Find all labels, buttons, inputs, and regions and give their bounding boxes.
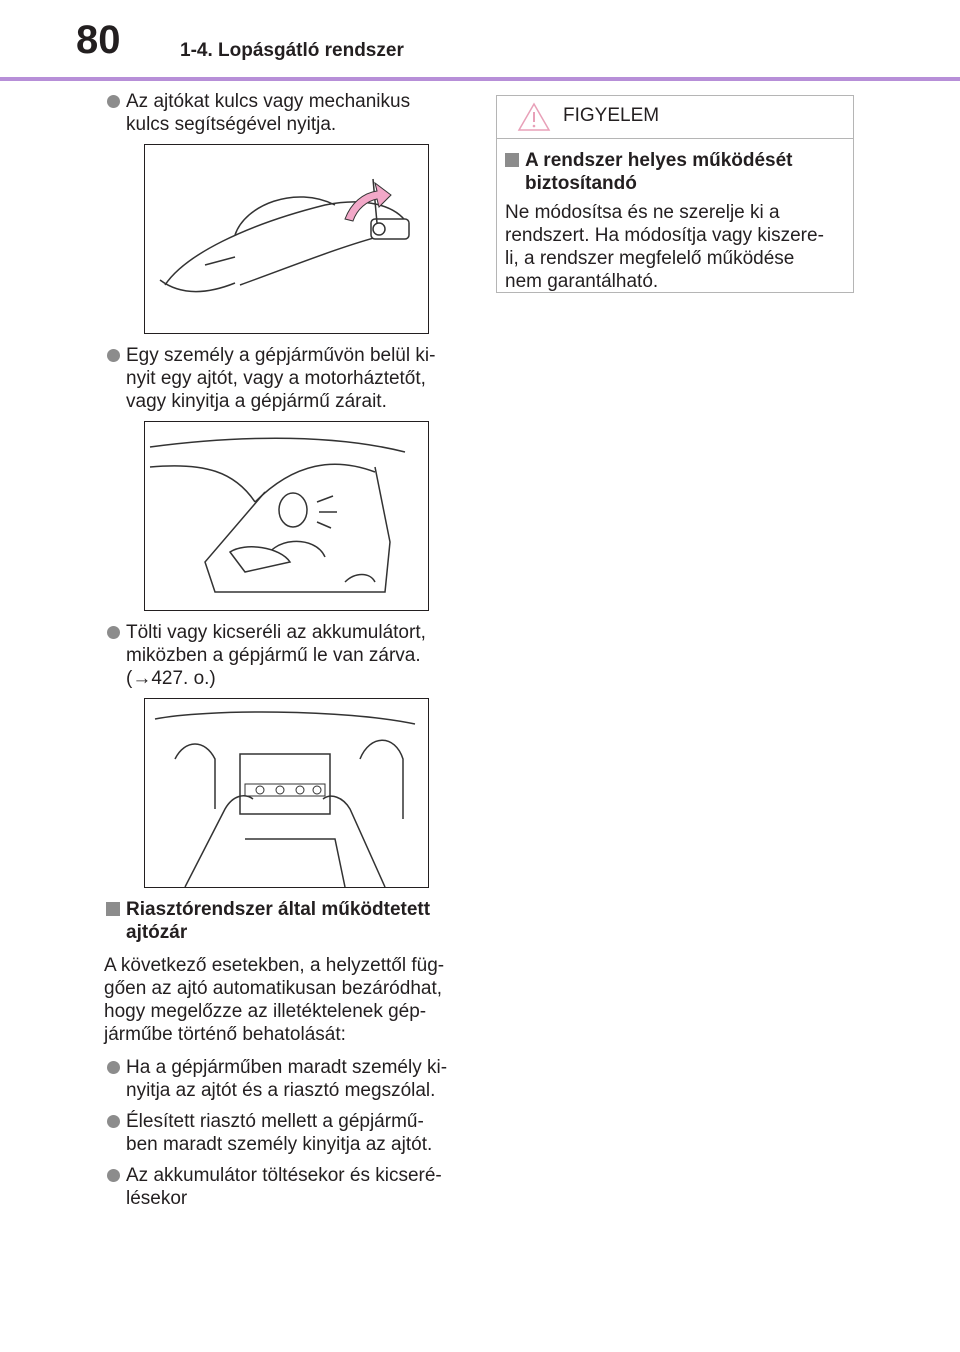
warning-subheading-line: biztosítandó bbox=[525, 173, 637, 194]
battery-replacement-illustration bbox=[144, 698, 429, 888]
warning-text-line: rendszert. Ha módosítja vagy kiszere- bbox=[505, 225, 824, 246]
bullet-dot-icon bbox=[107, 1115, 120, 1128]
bullet-battery bbox=[104, 621, 470, 690]
chapter-title: 1-4. Lopásgátló rendszer bbox=[180, 40, 404, 61]
bullet-dot-icon bbox=[107, 349, 120, 362]
bullet-line: lésekor bbox=[126, 1188, 188, 1209]
warning-header bbox=[497, 96, 853, 139]
section-paragraph bbox=[104, 954, 470, 1046]
warning-subheading bbox=[505, 149, 845, 195]
bullet-dot-icon bbox=[107, 1061, 120, 1074]
bullet-line: vagy kinyitja a gépjármű zárait. bbox=[126, 391, 387, 412]
section-square-icon bbox=[106, 902, 120, 916]
bullet-line: Ha a gépjárműben maradt személy ki- bbox=[126, 1057, 448, 1078]
bullet-line: ben maradt személy kinyitja az ajtót. bbox=[126, 1134, 433, 1155]
warning-body bbox=[497, 139, 853, 293]
page-number: 80 bbox=[76, 18, 121, 62]
door-handle-drawing bbox=[145, 145, 428, 333]
warning-box bbox=[496, 95, 854, 293]
page-header bbox=[0, 0, 960, 80]
battery-replacement-drawing bbox=[145, 699, 428, 887]
paragraph-line: hogy megelőzze az illetéktelenek gép- bbox=[104, 1001, 427, 1022]
section-heading bbox=[104, 898, 470, 944]
person-in-car-drawing bbox=[145, 422, 428, 610]
bullet-person-inside bbox=[104, 344, 470, 413]
door-handle-illustration bbox=[144, 144, 429, 334]
person-in-car-illustration bbox=[144, 421, 429, 611]
bullet-dot-icon bbox=[107, 1169, 120, 1182]
warning-text bbox=[505, 201, 845, 293]
bullet-line: Tölti vagy kicseréli az akkumulátort, bbox=[126, 622, 426, 643]
bullet-key-unlock bbox=[104, 90, 470, 136]
warning-text-line: Ne módosítsa és ne szerelje ki a bbox=[505, 202, 780, 223]
bullet-alarm-sounds bbox=[104, 1056, 470, 1102]
bullet-line: nyitja az ajtót és a riasztó megszólal. bbox=[126, 1080, 436, 1101]
bullet-battery-charging bbox=[104, 1164, 470, 1210]
section-square-icon bbox=[505, 153, 519, 167]
warning-title: FIGYELEM bbox=[563, 105, 660, 126]
bullet-line: Élesített riasztó mellett a gépjármű- bbox=[126, 1111, 424, 1132]
bullet-line: Az ajtókat kulcs vagy mechanikus bbox=[126, 91, 411, 112]
bullet-dot-icon bbox=[107, 95, 120, 108]
warning-subheading-line: A rendszer helyes működését bbox=[525, 150, 793, 171]
section-heading-line: ajtózár bbox=[126, 922, 188, 943]
bullet-line: Egy személy a gépjárművön belül ki- bbox=[126, 345, 436, 366]
bullet-armed-alarm bbox=[104, 1110, 470, 1156]
header-rule bbox=[0, 77, 960, 81]
bullet-line: miközben a gépjármű le van zárva. bbox=[126, 645, 421, 666]
paragraph-line: gően az ajtó automatikusan bezáródhat, bbox=[104, 978, 443, 999]
page-reference-link[interactable]: (→427. o.) bbox=[126, 668, 216, 689]
paragraph-line: járműbe történő behatolását: bbox=[104, 1024, 346, 1045]
left-column bbox=[104, 90, 470, 1218]
warning-triangle-icon bbox=[517, 102, 551, 132]
section-heading-line: Riasztórendszer által működtetett bbox=[126, 899, 431, 920]
bullet-dot-icon bbox=[107, 626, 120, 639]
bullet-line: Az akkumulátor töltésekor és kicseré- bbox=[126, 1165, 442, 1186]
bullet-line: nyit egy ajtót, vagy a motorháztetőt, bbox=[126, 368, 426, 389]
warning-text-line: nem garantálható. bbox=[505, 271, 659, 292]
paragraph-line: A következő esetekben, a helyzettől füg- bbox=[104, 955, 445, 976]
warning-text-line: li, a rendszer megfelelő működése bbox=[505, 248, 795, 269]
bullet-line: kulcs segítségével nyitja. bbox=[126, 114, 337, 135]
